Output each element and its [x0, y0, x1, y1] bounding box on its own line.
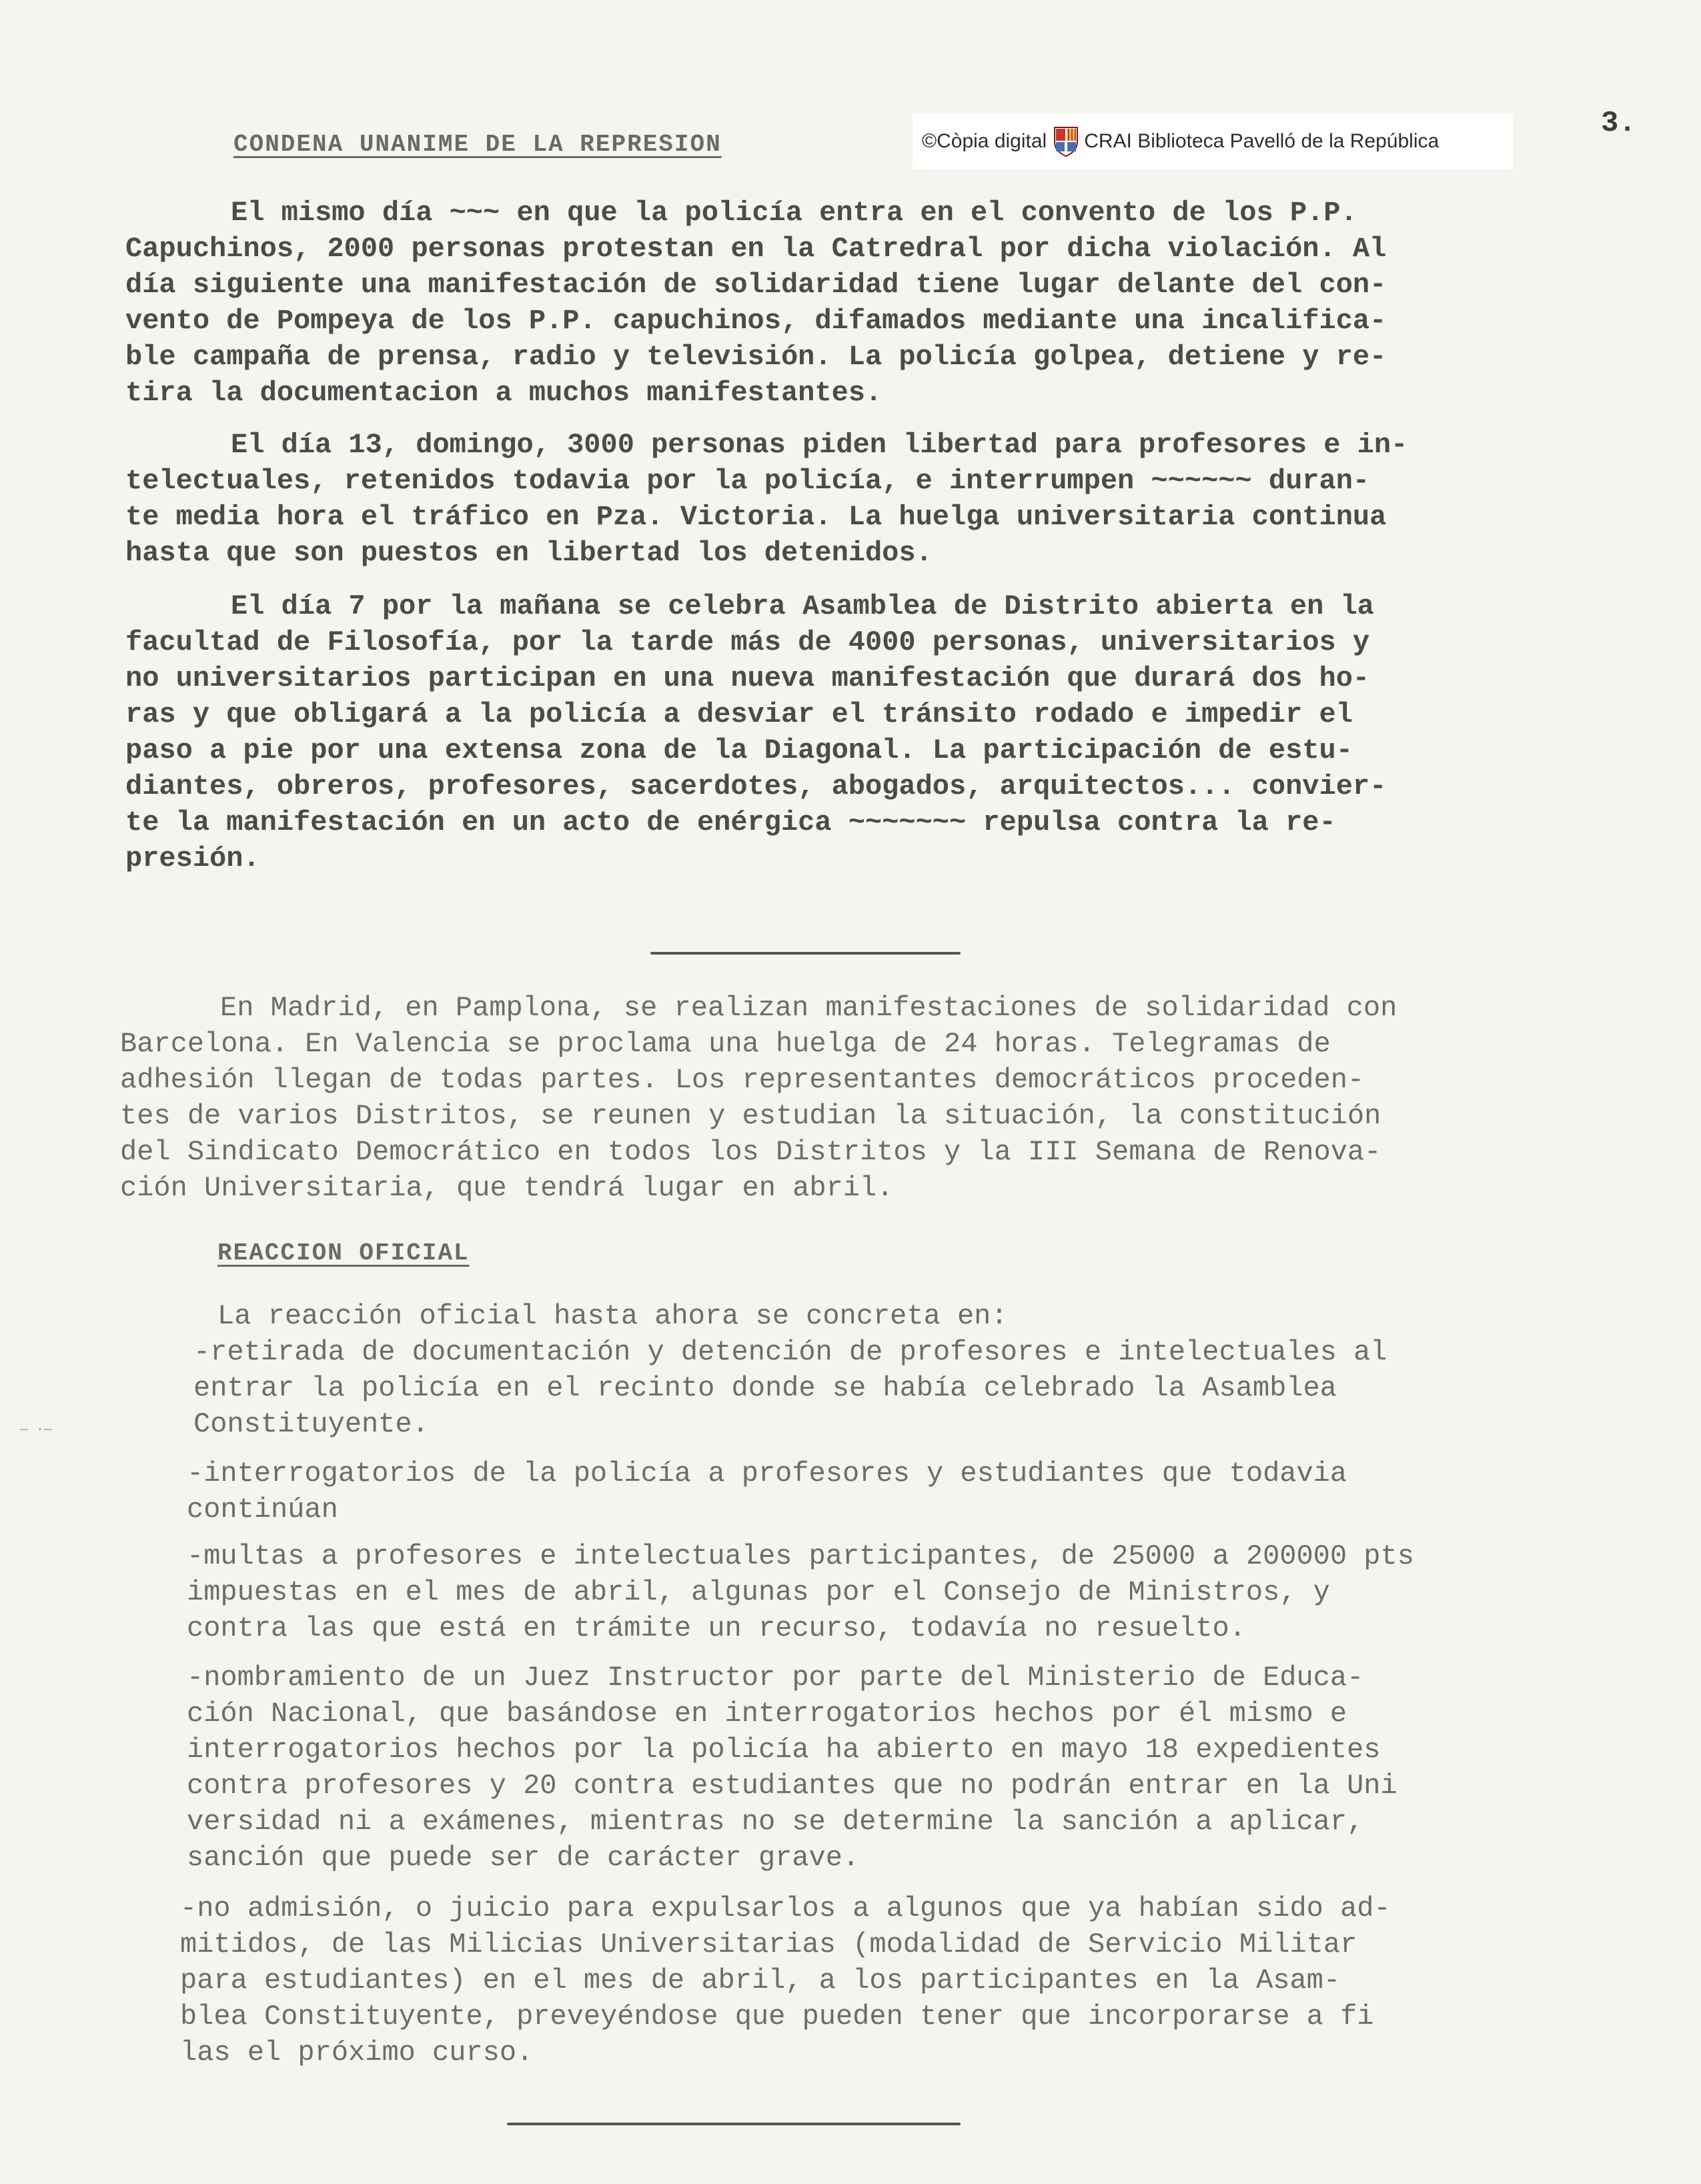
copyright-watermark	[913, 113, 1513, 169]
text-line: entrar la policía en el recinto donde se había celebrado la Asamblea	[193, 1372, 1337, 1404]
watermark-copy-label: ©Còpia digital	[922, 130, 1047, 152]
text-line: contra las que está en trámite un recurso, todavía no resuelto.	[187, 1612, 1246, 1644]
text-line: versidad ni a exámenes, mientras no se determine la sanción a aplicar,	[187, 1806, 1364, 1838]
text-line: impuestas en el mes de abril, algunas por el Consejo de Ministros, y	[187, 1576, 1330, 1608]
text-line: tira la documentacion a muchos manifestantes.	[125, 377, 883, 409]
page-number: 3.	[1601, 107, 1636, 140]
text-line: En Madrid, en Pamplona, se realizan manifestaciones de solidaridad con	[220, 992, 1397, 1024]
text-line: para estudiantes) en el mes de abril, a los participantes en la Asam-	[180, 1965, 1341, 1997]
text-line: no universitarios participan en una nueva manifestación que durará dos ho-	[125, 662, 1370, 694]
closing-divider	[507, 2123, 961, 2125]
text-line: hasta que son puestos en libertad los detenidos.	[125, 537, 933, 569]
text-line: Capuchinos, 2000 personas protestan en la Catredral por dicha violación. Al	[125, 233, 1387, 265]
text-line: interrogatorios hechos por la policía ha abierto en mayo 18 expedientes	[187, 1734, 1381, 1766]
text-line: ble campaña de prensa, radio y televisión. La policía golpea, detiene y re-	[125, 341, 1387, 373]
text-line: día siguiente una manifestación de solidaridad tiene lugar delante del con-	[125, 269, 1387, 301]
institution-shield-icon	[1053, 126, 1079, 157]
text-line: telectuales, retenidos todavia por la policía, e interrumpen ~~~~~~ duran-	[125, 465, 1370, 497]
text-line: tes de varios Distritos, se reunen y estudian la situación, la constitución	[120, 1100, 1381, 1132]
text-line: ción Nacional, que basándose en interrogatorios hechos por él mismo e	[187, 1698, 1347, 1730]
text-line: paso a pie por una extensa zona de la Diagonal. La participación de estu-	[125, 734, 1353, 766]
text-line: -interrogatorios de la policía a profesores y estudiantes que todavia	[187, 1458, 1347, 1490]
text-line: El día 13, domingo, 3000 personas piden libertad para profesores e in-	[231, 429, 1408, 461]
text-line: ras y que obligará a la policía a desviar el tránsito rodado e impedir el	[125, 698, 1353, 730]
text-line: -multas a profesores e intelectuales participantes, de 25000 a 200000 pts	[187, 1540, 1414, 1572]
section-divider	[650, 952, 961, 955]
text-line: las el próximo curso.	[180, 2037, 534, 2069]
text-line: presión.	[125, 843, 260, 875]
text-line: -nombramiento de un Juez Instructor por parte del Ministerio de Educa-	[187, 1662, 1364, 1694]
text-line: facultad de Filosofía, por la tarde más de 4000 personas, universitarios y	[125, 626, 1370, 658]
text-line: Constituyente.	[193, 1408, 429, 1440]
watermark-library-label: CRAI Biblioteca Pavelló de la República	[1084, 130, 1440, 152]
text-line: continúan	[187, 1494, 338, 1526]
section-heading-condena: CONDENA UNANIME DE LA REPRESION	[233, 131, 722, 158]
text-line: adhesión llegan de todas partes. Los representantes democráticos proceden-	[120, 1064, 1365, 1096]
text-line: ción Universitaria, que tendrá lugar en abril.	[120, 1172, 894, 1204]
margin-mark: — ·—	[20, 1422, 53, 1438]
section-heading-reaccion: REACCION OFICIAL	[217, 1239, 470, 1267]
text-line: vento de Pompeya de los P.P. capuchinos, difamados mediante una incalifica-	[125, 305, 1387, 337]
text-line: diantes, obreros, profesores, sacerdotes, abogados, arquitectos... convier-	[125, 770, 1387, 802]
text-line: del Sindicato Democrático en todos los Distritos y la III Semana de Renova-	[120, 1136, 1381, 1168]
text-line: mitidos, de las Milicias Universitarias (modalidad de Servicio Militar	[180, 1929, 1357, 1961]
text-line: -retirada de documentación y detención de profesores e intelectuales al	[193, 1336, 1387, 1368]
text-line: sanción que puede ser de carácter grave.	[187, 1842, 860, 1874]
text-line: -no admisión, o juicio para expulsarlos a algunos que ya habían sido ad-	[180, 1892, 1391, 1925]
text-line: El día 7 por la mañana se celebra Asamblea de Distrito abierta en la	[231, 590, 1374, 622]
text-line: te la manifestación en un acto de enérgica ~~~~~~~ repulsa contra la re-	[125, 806, 1336, 839]
text-line: blea Constituyente, preveyéndose que pueden tener que incorporarse a fi	[180, 2001, 1374, 2033]
text-line: La reacción oficial hasta ahora se concreta en:	[217, 1300, 1008, 1332]
text-line: El mismo día ~~~ en que la policía entra en el convento de los P.P.	[231, 197, 1357, 229]
text-line: contra profesores y 20 contra estudiantes que no podrán entrar en la Uni	[187, 1770, 1397, 1802]
text-line: Barcelona. En Valencia se proclama una huelga de 24 horas. Telegramas de	[120, 1028, 1331, 1060]
text-line: te media hora el tráfico en Pza. Victoria. La huelga universitaria continua	[125, 501, 1387, 533]
